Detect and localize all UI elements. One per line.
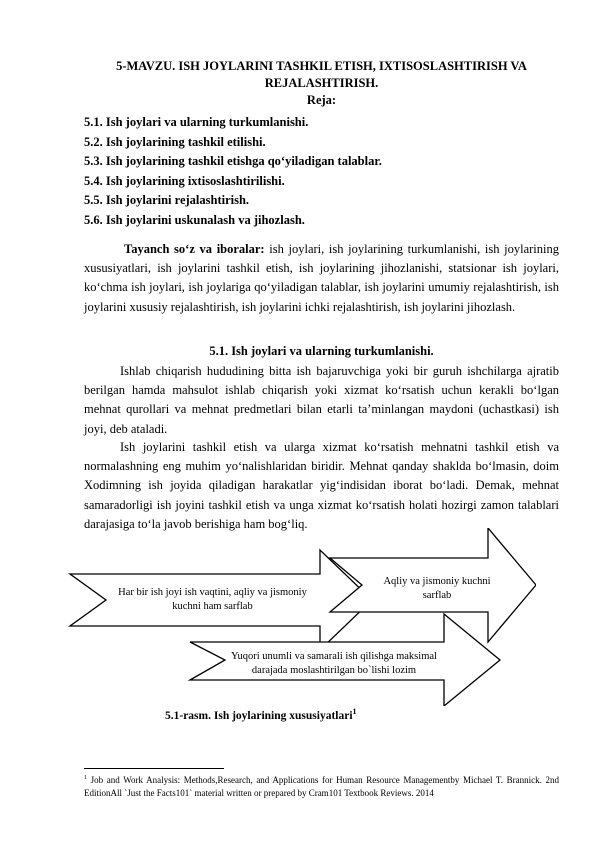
plan-item: 5.4. Ish joylarining ixtisoslashtirilishi. [84, 173, 285, 188]
footnote [84, 772, 559, 799]
keywords-label: Tayanch so‘z va iboralar: [124, 242, 265, 256]
diagram-label-3: Yuqori unumli va samarali ish qilishga maksimal darajada moslashtirilgan bo`lishi lozim [231, 651, 437, 676]
page-title: 5-MAVZU. ISH JOYLARINI TASHKIL ETISH, IXTISOSLASHTIRISH VA REJALASHTIRISH. [116, 59, 527, 90]
body-paragraph: Ish joylarini tashkil etish va ularga xizmat ko‘rsatish mehnatni tashkil etish va normalashning eng muhim yo‘nalishlaridan biridir. Mehnat qanday shaklda bo‘lmasin, doim Xodimning ish joyida qiladigan harakatlar yig‘indisidan iborat bo‘ladi. Demak, mehnat samaradorligi ish joyini tashkil etish va unga xizmat ko‘rsatish holati hozirgi zamon talablari darajasiga to‘la javob berishiga ham bog‘liq. [84, 440, 559, 531]
keywords-paragraph [84, 240, 559, 317]
figure-caption [165, 707, 357, 722]
diagram-label-2: Aqliy va jismoniy kuchni sarflab [383, 576, 491, 601]
plan-item: 5.1. Ish joylari va ularning turkumlanishi. [84, 115, 309, 129]
plan-heading: Reja: [306, 93, 337, 107]
body-paragraph: Ishlab chiqarish hududining bitta ish bajaruvchiga yoki bir guruh ishchilarga ajratib berilgan hamda mahsulot ishlab chiqarish yoki xizmat ko‘rsatish uchun kerakli bo‘lgan mehnat qurollari va mehnat predmetlari bilan etarli ta’minlangan maydoni (uchastkasi) ish joyi, deb ataladi. [84, 364, 559, 436]
keywords-text: ish joylari, ish joylarining turkumlanishi, ish joylarining xususiyatlari, ish joylarini tashkil etish, ish joylarining jihozlanishi, statsionar ish joylari, ko‘chma ish joylari, ish joylariga qo‘yiladigan talablar, ish joylarini umumiy rejalashtirish, ish joylarini xususiy rejalashtirish, ish joylarini ichki rejalashtirish, ish joylarini jihozlash. [84, 242, 559, 314]
plan-item: 5.2. Ish joylarining tashkil etilishi. [84, 134, 266, 149]
section-heading: 5.1. Ish joylari va ularning turkumlanishi. [209, 344, 434, 358]
caption-text: 5.1-rasm. Ish joylarining xususiyatlari [165, 709, 353, 722]
diagram-arrows [60, 528, 536, 706]
plan-item: 5.3. Ish joylarining tashkil etishga qo‘yiladigan talablar. [84, 154, 382, 169]
caption-footnote-ref: 1 [352, 707, 357, 716]
footnote-marker: 1 [84, 775, 87, 781]
footnote-text: Job and Work Analysis: Methods,Research, and Applications for Human Resource Managementby Michael T. Brannick. 2nd EditionAll `Just the Facts101` material written or prepared by Cram101 Textbook Reviews. 2014 [84, 775, 559, 798]
footnote-divider [84, 768, 224, 769]
plan-item: 5.6. Ish joylarini uskunalash va jihozlash. [84, 212, 305, 227]
plan-item: 5.5. Ish joylarini rejalashtirish. [84, 193, 250, 208]
diagram-label-1: Har bir ish joyi ish vaqtini, aqliy va jismoniy kuchni ham sarflab [118, 587, 307, 612]
characteristics-diagram [60, 528, 536, 706]
plan-list [84, 113, 382, 231]
